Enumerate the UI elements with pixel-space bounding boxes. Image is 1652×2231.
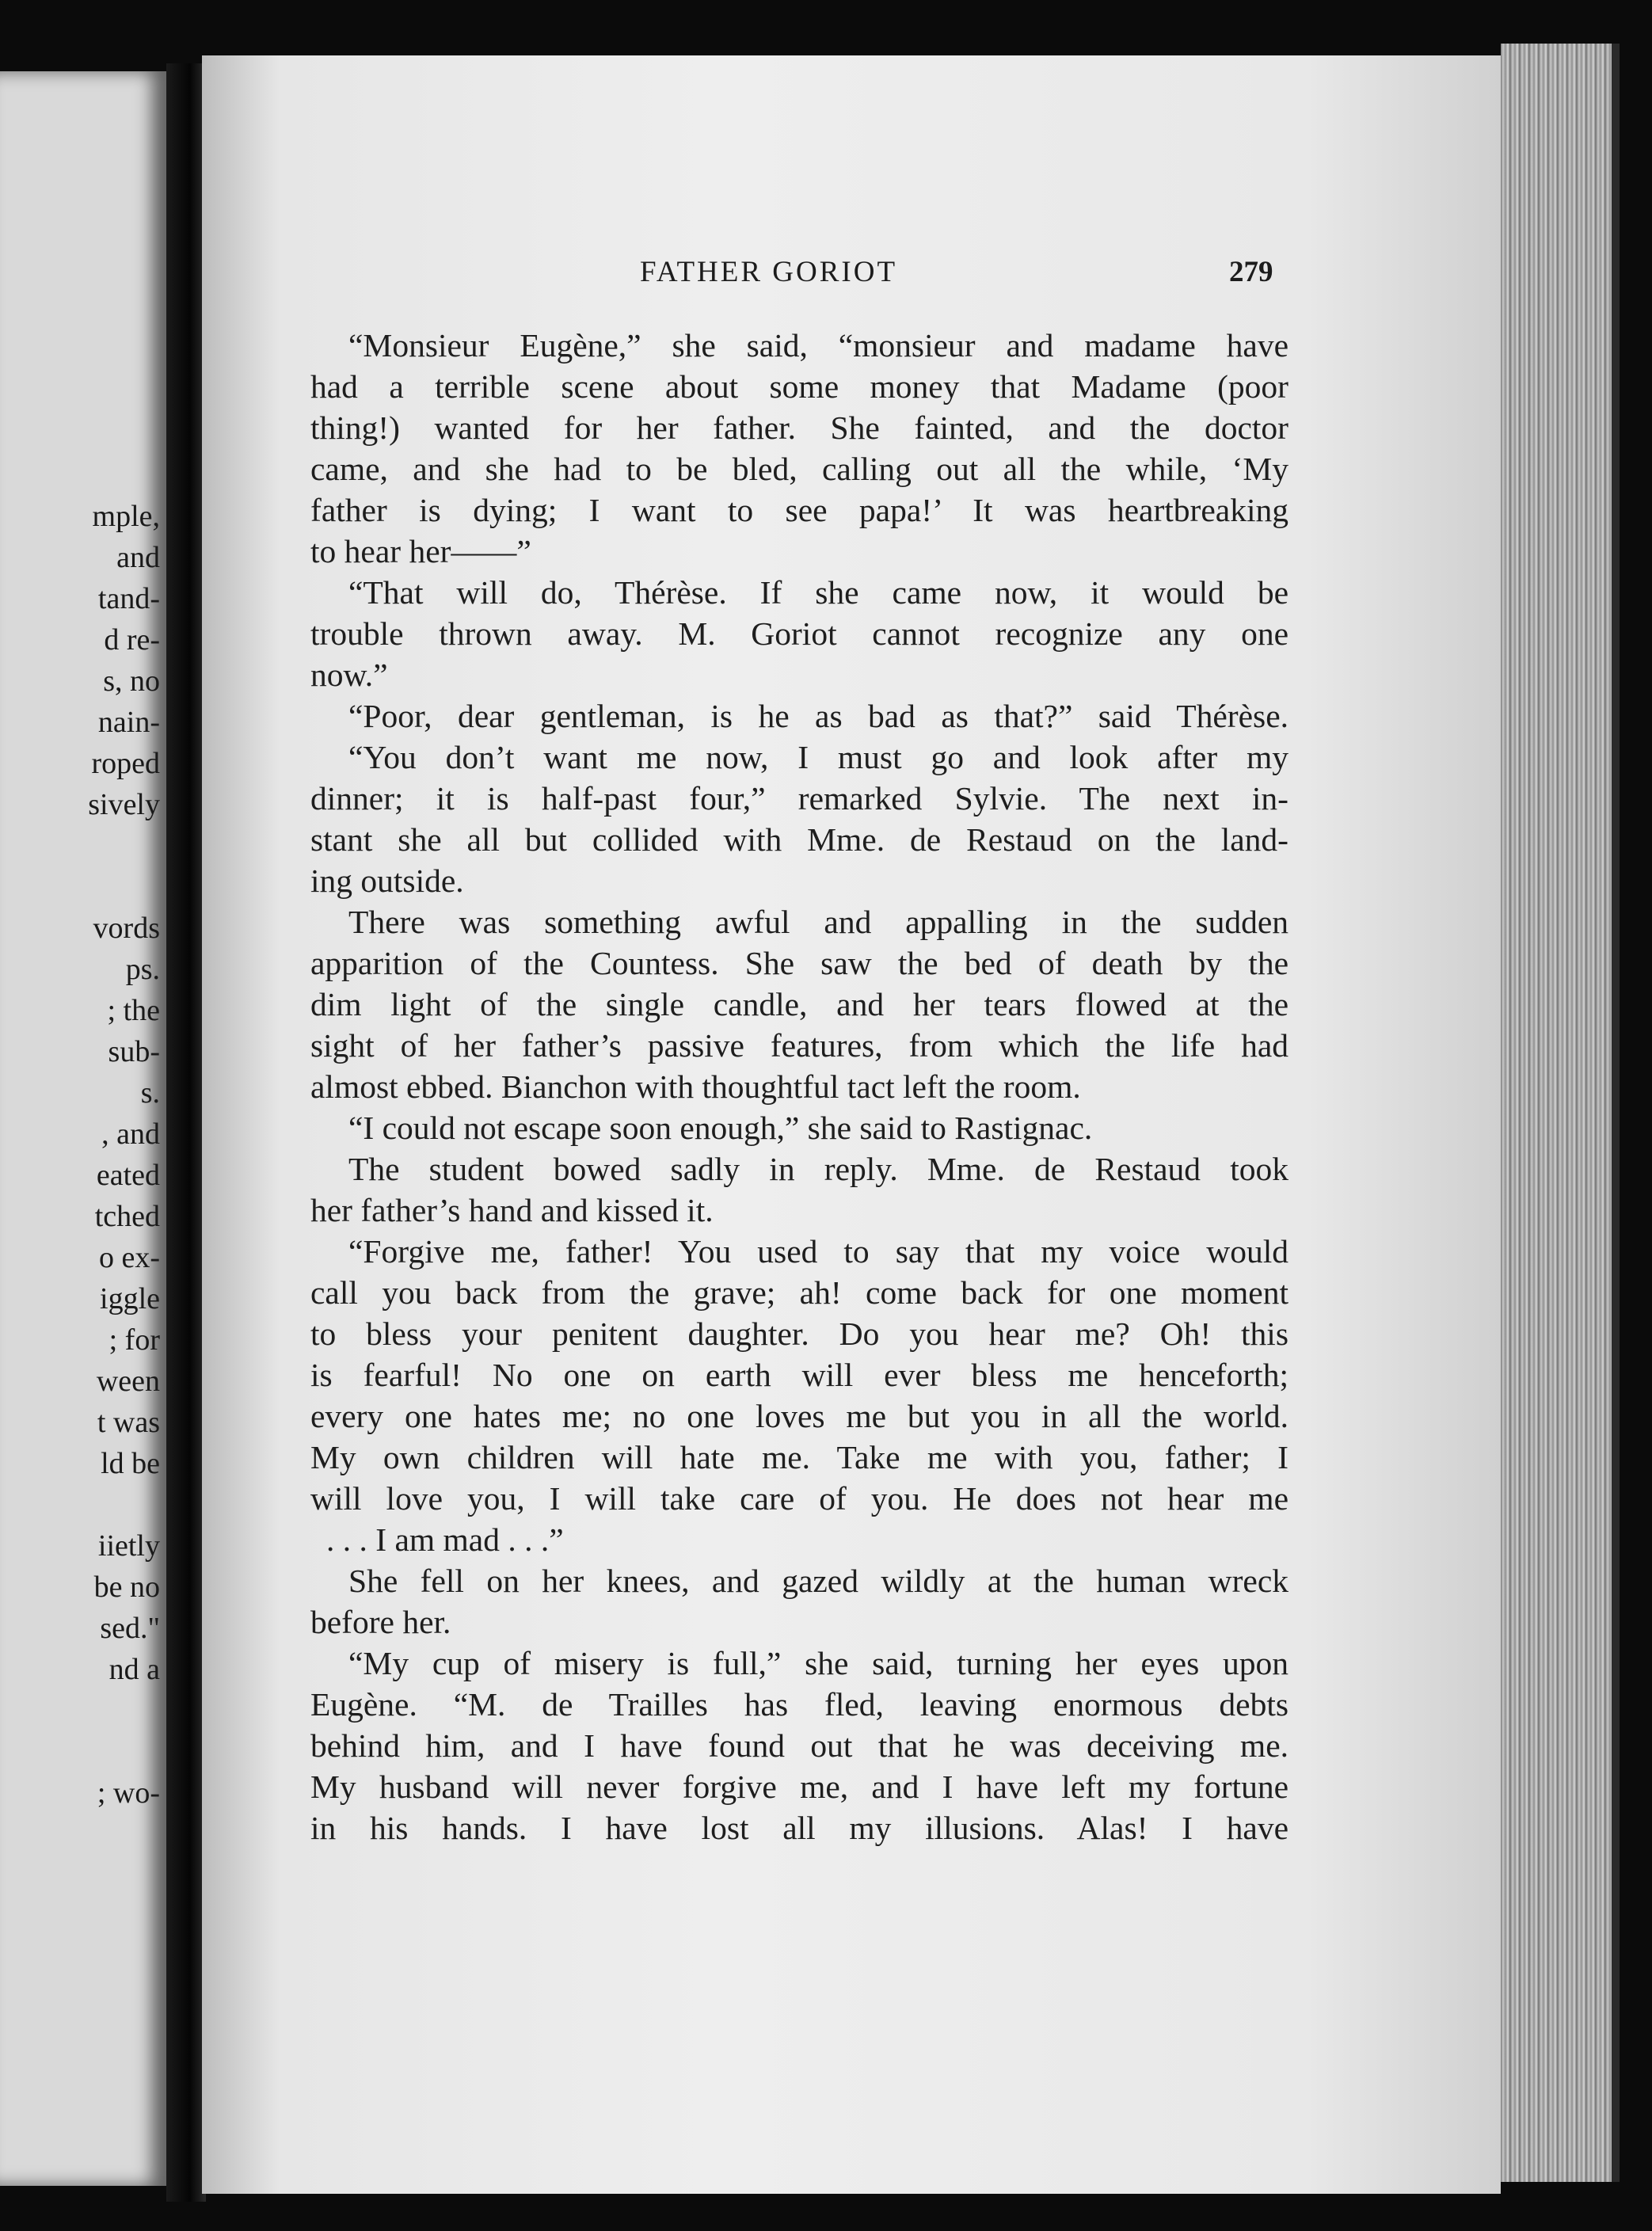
left-text-fragment: ld be	[101, 1447, 160, 1480]
left-text-fragment: ; for	[108, 1323, 160, 1357]
text-line: My husband will never forgive me, and I have left my fortune	[310, 1768, 1288, 1805]
text-line: behind him, and I have found out that he was deceiving me.	[310, 1727, 1288, 1764]
text-line: trouble thrown away. M. Goriot cannot recognize any one	[310, 615, 1288, 652]
page-number: 279	[1229, 256, 1273, 288]
left-text-fragment: be no	[93, 1570, 160, 1604]
left-text-fragment: ps.	[125, 953, 160, 986]
running-head: FATHER GORIOT	[640, 256, 898, 288]
text-line: to hear her——”	[310, 533, 531, 569]
text-line: She fell on her knees, and gazed wildly at the human wreck	[348, 1563, 1288, 1599]
left-text-fragment: ween	[96, 1365, 160, 1398]
text-line: “You don’t want me now, I must go and look after my	[348, 739, 1288, 775]
text-line: had a terrible scene about some money that Madame (poor	[310, 368, 1288, 405]
left-text-fragment: nain-	[97, 706, 160, 739]
left-text-fragment: , and	[101, 1117, 160, 1151]
text-line: ing outside.	[310, 862, 464, 899]
left-text-fragment: o ex-	[98, 1241, 160, 1274]
left-text-fragment: d re-	[104, 623, 160, 657]
left-text-fragment: nd a	[108, 1653, 160, 1686]
text-line: Eugène. “M. de Trailles has fled, leaving enormous debts	[310, 1686, 1288, 1723]
text-line: dinner; it is half-past four,” remarked Sylvie. The next in-	[310, 780, 1288, 817]
body-text	[310, 325, 1288, 1848]
left-text-fragment: s, no	[103, 664, 160, 698]
text-line: now.”	[310, 657, 388, 693]
text-line: . . . I am mad . . .”	[326, 1521, 564, 1558]
text-line: her father’s hand and kissed it.	[310, 1192, 714, 1228]
left-text-fragment: ; the	[107, 994, 160, 1027]
text-line: “That will do, Thérèse. If she came now, it would be	[348, 574, 1288, 611]
left-text-fragment: tched	[94, 1200, 160, 1233]
text-line: “My cup of misery is full,” she said, turning her eyes upon	[348, 1645, 1288, 1681]
text-line: The student bowed sadly in reply. Mme. de Restaud took	[348, 1151, 1288, 1187]
left-text-fragment: mple,	[92, 500, 160, 533]
left-text-fragment: roped	[91, 747, 160, 780]
text-line: “I could not escape soon enough,” she said to Rastignac.	[348, 1110, 1093, 1146]
left-text-fragment: sub-	[108, 1035, 160, 1068]
text-line: sight of her father’s passive features, from which the life had	[310, 1027, 1288, 1064]
left-text-fragment: iggle	[100, 1282, 160, 1315]
left-text-fragment: sively	[88, 788, 160, 821]
text-line: will love you, I will take care of you. He does not hear me	[310, 1480, 1288, 1517]
left-text-fragment: t was	[97, 1406, 160, 1439]
left-text-fragment: eated	[96, 1159, 160, 1192]
left-text-fragment: tand-	[97, 582, 160, 615]
left-text-fragment: ; wo-	[97, 1776, 160, 1810]
book-gutter	[166, 63, 206, 2202]
text-line: every one hates me; no one loves me but you in all the world.	[310, 1398, 1288, 1434]
text-line: “Poor, dear gentleman, is he as bad as that?” said Thérèse.	[348, 698, 1288, 734]
text-line: My own children will hate me. Take me with you, father; I	[310, 1439, 1288, 1475]
page-fore-edge	[1501, 44, 1620, 2182]
text-line: stant she all but collided with Mme. de Restaud on the land-	[310, 821, 1288, 858]
left-text-fragment: vords	[93, 912, 160, 945]
text-line: dim light of the single candle, and her tears flowed at the	[310, 986, 1288, 1022]
text-line: almost ebbed. Bianchon with thoughtful tact left the room.	[310, 1068, 1081, 1105]
left-page-fragment	[0, 71, 166, 2186]
text-line: in his hands. I have lost all my illusions. Alas! I have	[310, 1810, 1288, 1846]
left-text-fragment: and	[116, 541, 160, 574]
text-line: “Forgive me, father! You used to say that my voice would	[348, 1233, 1288, 1270]
text-line: came, and she had to be bled, calling out all the while, ‘My	[310, 451, 1288, 487]
text-line: is fearful! No one on earth will ever bless me henceforth;	[310, 1357, 1288, 1393]
text-line: “Monsieur Eugène,” she said, “monsieur and madame have	[348, 327, 1288, 364]
text-line: call you back from the grave; ah! come back for one moment	[310, 1274, 1288, 1311]
text-line: thing!) wanted for her father. She fainted, and the doctor	[310, 409, 1288, 446]
left-text-fragment: sed."	[100, 1612, 160, 1645]
text-line: There was something awful and appalling in the sudden	[348, 904, 1288, 940]
text-line: apparition of the Countess. She saw the bed of death by the	[310, 945, 1288, 981]
text-line: father is dying; I want to see papa!’ It was heartbreaking	[310, 492, 1288, 528]
text-line: to bless your penitent daughter. Do you hear me? Oh! this	[310, 1315, 1288, 1352]
left-text-fragment: s.	[140, 1076, 160, 1110]
text-line: before her.	[310, 1604, 451, 1640]
left-text-fragment: iietly	[97, 1529, 160, 1563]
